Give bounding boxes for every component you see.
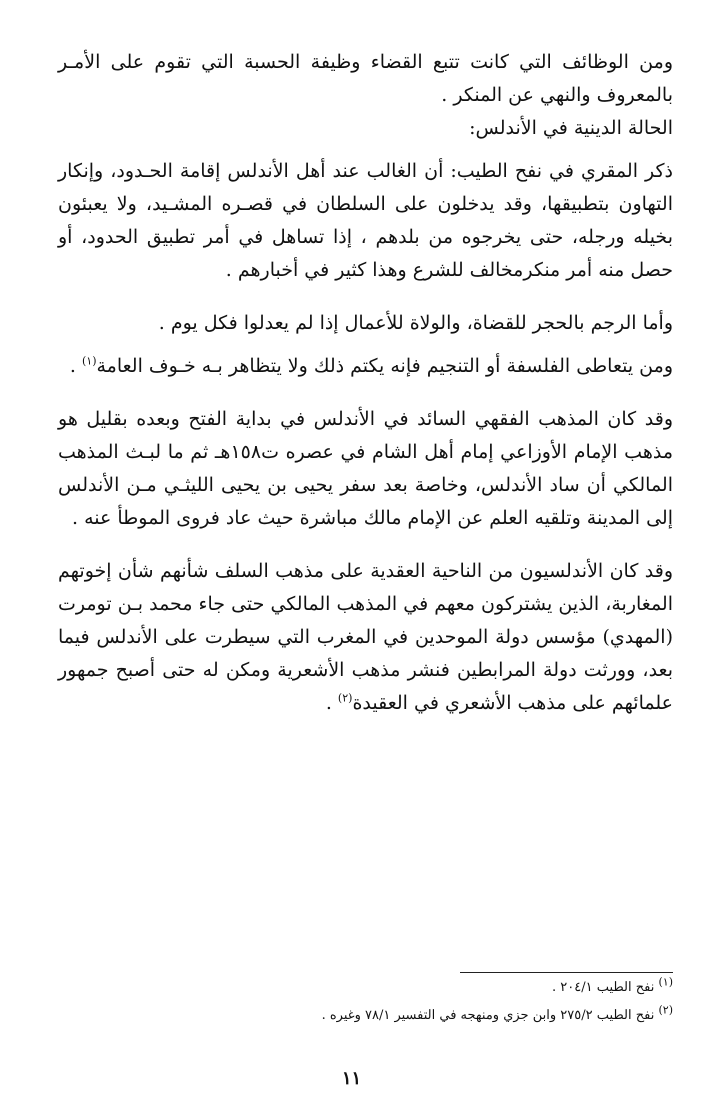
footnote-1-text: نفح الطيب ٢٠٤/١ . [551, 980, 659, 995]
paragraph-hisba: ومن الوظائف التي كانت تتبع القضاء وظيفة الحسبة التي تقوم على الأمـر بالمعروف والنهي عن المنكر . [58, 51, 673, 106]
paragraph-philosophy-end: . [69, 355, 82, 377]
footnote-ref-2[interactable]: (٢) [337, 691, 353, 705]
footnote-divider [460, 972, 673, 973]
footnote-ref-1[interactable]: (١) [81, 354, 97, 368]
footnote-1-marker: (١) [658, 975, 673, 989]
paragraph-philosophy-text: ومن يتعاطى الفلسفة أو التنجيم فإنه يكتم ذلك ولا يتظاهر بـه خـوف العامة [96, 355, 673, 377]
paragraph-stoning: وأما الرجم بالحجر للقضاة، والولاة للأعمال إذا لم يعدلوا فكل يوم . [158, 312, 673, 334]
page-number: ١١ [341, 1068, 362, 1089]
footnote-2-marker: (٢) [658, 1003, 673, 1017]
page-body [58, 46, 673, 720]
section-heading: الحالة الدينية في الأندلس: [469, 117, 673, 139]
paragraph-maqqari: ذكر المقري في نفح الطيب: أن الغالب عند أهل الأندلس إقامة الحـدود، وإنكار التهاون بتطبيقها، وقد يدخلون على السلطان في قصـره المشـيد، ولا يعبئون بخيله ورجله، حتى يخرجوه من بلدهم ، إذا تساهل في أمر تطبيق الحدود، أو حصل منه أمر منكرمخالف للشرع وهذا كثير في أخبارهم . [58, 160, 673, 281]
paragraph-aqida-end: . [325, 692, 338, 714]
footnote-2 [30, 1002, 673, 1030]
footnote-1 [30, 974, 673, 1002]
paragraph-philosophy [58, 350, 673, 383]
paragraph-madhhab: وقد كان المذهب الفقهي السائد في الأندلس في بداية الفتح وبعده بقليل هو مذهب الإمام الأوزاعي إمام أهل الشام في عصره ت١٥٨هـ ثم ما لبـث المذهب المالكي أن ساد الأندلس، وخاصة بعد سفر يحيى بن يحيى الليثـي مـن الأندلس إلى المدينة وتلقيه العلم عن الإمام مالك مباشرة حيث عاد فروى الموطأ عنه . [58, 408, 674, 529]
footnote-2-text: نفح الطيب ٢٧٥/٢ وابن جزي ومنهجه في التفسير ٧٨/١ وغيره . [321, 1008, 659, 1023]
paragraph-aqida [58, 555, 673, 720]
paragraph-aqida-text: وقد كان الأندلسيون من الناحية العقدية على مذهب السلف شأنهم شأن إخوتهم المغاربة، الذين يشتركون معهم في المذهب المالكي حتى جاء محمد بـن تومرت (المهدي) مؤسس دولة الموحدين في المغرب التي سيطرت على الأندلس فيما بعد، وورثت دولة المرابطين فنشر مذهب الأشعرية ومكن له حتى أصبح جمهور علمائهم على مذهب الأشعري في العقيدة [58, 560, 673, 714]
footnotes [30, 974, 673, 1030]
